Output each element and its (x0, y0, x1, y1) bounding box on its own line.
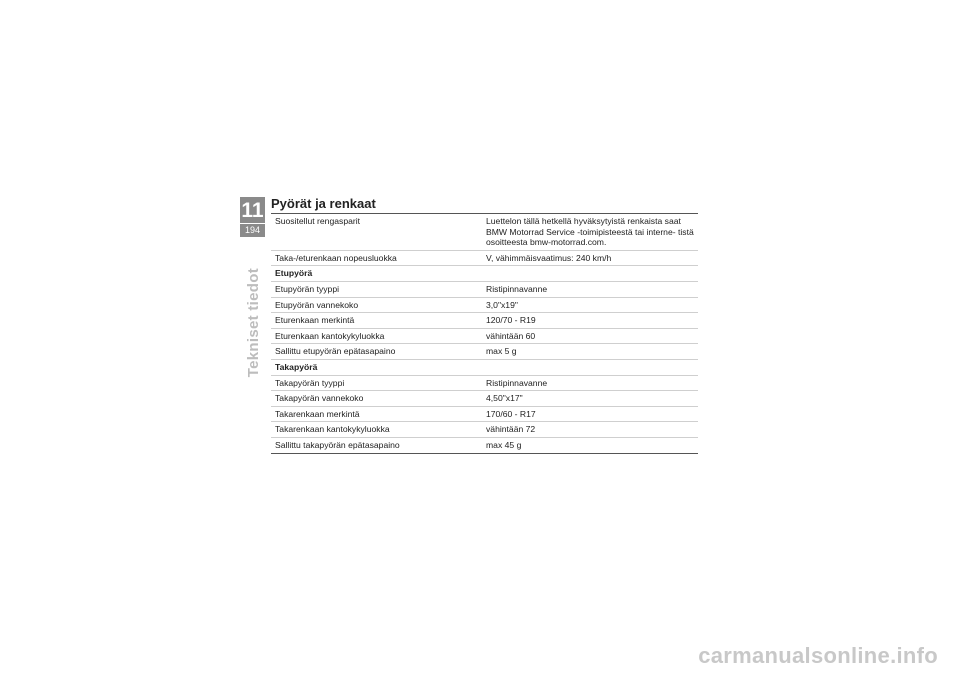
table-row (271, 390, 698, 406)
row-value: 3,0"x19" (486, 299, 518, 310)
chapter-number: 11 (241, 199, 264, 222)
row-value: 120/70 - R19 (486, 315, 536, 326)
table-row (271, 375, 698, 391)
watermark: carmanualsonline.info (698, 643, 938, 668)
row-label: Takarenkaan merkintä (275, 408, 360, 419)
row-label: Takarenkaan kantokykyluokka (275, 424, 390, 435)
row-label: Eturenkaan merkintä (275, 315, 355, 326)
table-row (271, 437, 698, 453)
row-label: Takapyörän tyyppi (275, 377, 345, 388)
row-label: Taka-/eturenkaan nopeusluokka (275, 252, 397, 263)
row-label: Sallittu takapyörän epätasapaino (275, 439, 400, 450)
table-row (271, 343, 698, 359)
table-row (271, 328, 698, 344)
chapter-tab (240, 197, 265, 237)
row-value: 4,50"x17" (486, 393, 523, 404)
row-label: Takapyörä (275, 361, 318, 372)
row-label: Etupyörä (275, 268, 313, 279)
row-value: max 45 g (486, 439, 522, 450)
table-row (271, 250, 698, 266)
row-label: Takapyörän vannekoko (275, 393, 364, 404)
row-value: vähintään 60 (486, 330, 536, 341)
row-value: max 5 g (486, 346, 517, 357)
row-label: Eturenkaan kantokykyluokka (275, 330, 385, 341)
row-value: 170/60 - R17 (486, 408, 536, 419)
table-row (271, 406, 698, 422)
table-section-heading (271, 265, 698, 281)
row-label: Etupyörän tyyppi (275, 283, 340, 294)
row-label: Etupyörän vannekoko (275, 299, 359, 310)
row-value: V, vähimmäisvaatimus: 240 km/h (486, 252, 612, 263)
row-value: vähintään 72 (486, 424, 536, 435)
table-row (271, 214, 698, 250)
table-row (271, 421, 698, 437)
row-value: Ristipinnavanne (486, 283, 548, 294)
row-label: Sallittu etupyörän epätasapaino (275, 346, 396, 357)
table-row (271, 312, 698, 328)
spec-table (271, 213, 698, 454)
row-value: Ristipinnavanne (486, 377, 548, 388)
row-value: Luettelon tällä hetkellä hyväksytyistä renkaista saat BMW Motorrad Service -toimipisteestä tai interne- tistä osoitteesta bmw-motorrad.com. (486, 216, 694, 248)
chapter-side-title: Tekniset tiedot (245, 268, 262, 378)
table-row (271, 297, 698, 313)
page-number: 194 (244, 225, 261, 235)
section-title: Pyörät ja renkaat (271, 196, 376, 211)
row-label: Suositellut rengasparit (275, 216, 361, 226)
table-section-heading (271, 359, 698, 375)
table-row (271, 281, 698, 297)
